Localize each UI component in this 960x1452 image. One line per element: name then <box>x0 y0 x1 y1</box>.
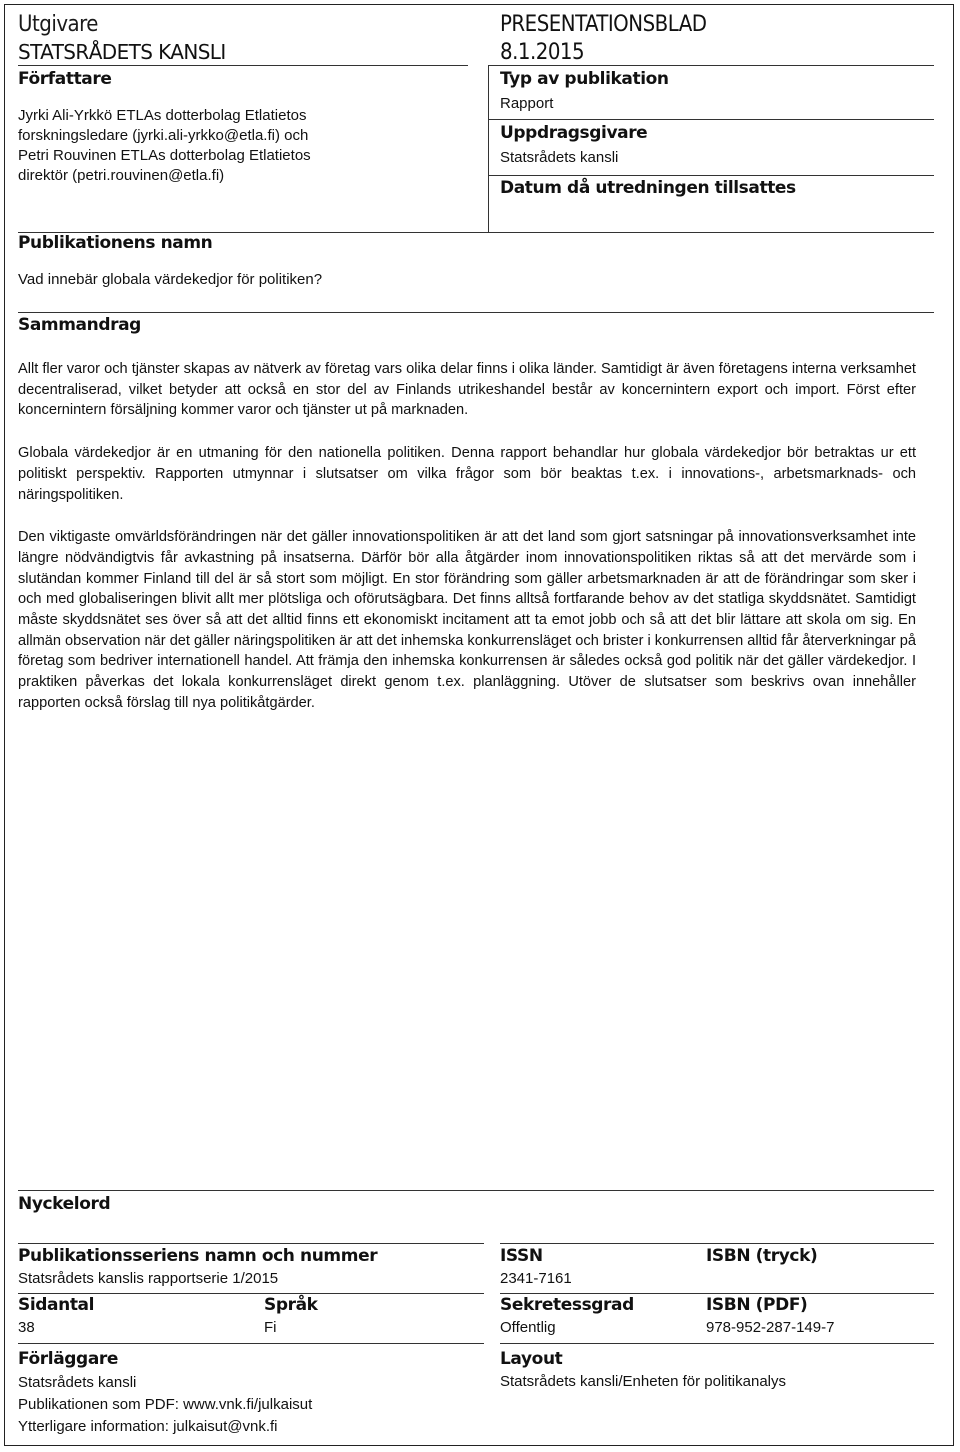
divider <box>488 119 934 120</box>
pubtype-label: Typ av publikation <box>500 69 669 89</box>
publisher-label: Utgivare <box>18 12 98 37</box>
commissioner-value: Statsrådets kansli <box>500 149 619 166</box>
doc-date: 8.1.2015 <box>500 40 585 65</box>
summary-body <box>18 359 916 714</box>
issn-label: ISSN <box>500 1246 543 1266</box>
language-value: Fi <box>264 1319 277 1336</box>
pages-label: Sidantal <box>18 1295 95 1315</box>
publisher-line: Publikationen som PDF: www.vnk.fi/julkaisut <box>18 1396 313 1413</box>
pages-value: 38 <box>18 1319 35 1336</box>
isbn-pdf-value: 978-952-287-149-7 <box>706 1319 835 1336</box>
divider <box>18 1190 934 1191</box>
layout-label: Layout <box>500 1349 563 1369</box>
divider <box>18 312 934 313</box>
author-line: direktör (petri.rouvinen@etla.fi) <box>18 167 225 184</box>
publisher-section-label: Förläggare <box>18 1349 119 1369</box>
publisher-section-lines <box>18 1372 312 1438</box>
divider <box>488 65 934 66</box>
language-label: Språk <box>264 1295 318 1315</box>
divider <box>18 1293 484 1294</box>
summary-paragraph: Allt fler varor och tjänster skapas av nätverk av företag vars olika delar finns i olika länder. Samtidigt är även företagens interna verksamhet decentraliserad, vilket betyder att också en stor del av Finlands utrikeshandel består av koncernintern export och import. Först efter koncernintern försäljning kommer varor och tjänster ut på marknaden. <box>18 361 916 419</box>
isbn-pdf-label: ISBN (PDF) <box>706 1295 808 1315</box>
divider <box>18 65 468 66</box>
pubtype-value: Rapport <box>500 95 554 112</box>
author-line: Petri Rouvinen ETLAs dotterbolag Etlatietos <box>18 147 311 164</box>
layout-value: Statsrådets kansli/Enheten för politikanalys <box>500 1373 786 1390</box>
divider <box>18 1243 484 1244</box>
series-value: Statsrådets kanslis rapportserie 1/2015 <box>18 1270 279 1287</box>
authors-label: Författare <box>18 69 112 89</box>
doc-type: PRESENTATIONSBLAD <box>500 12 707 37</box>
commissioner-label: Uppdragsgivare <box>500 123 648 143</box>
page-frame <box>4 4 954 1446</box>
keywords-label: Nyckelord <box>18 1194 111 1214</box>
series-label: Publikationsseriens namn och nummer <box>18 1246 378 1266</box>
confidentiality-label: Sekretessgrad <box>500 1295 634 1315</box>
divider <box>18 1343 484 1344</box>
divider-vertical <box>488 65 489 232</box>
isbn-print-label: ISBN (tryck) <box>706 1246 818 1266</box>
divider <box>500 1343 934 1344</box>
publisher-name: STATSRÅDETS KANSLI <box>18 40 226 64</box>
issn-value: 2341-7161 <box>500 1270 572 1287</box>
appointed-label: Datum då utredningen tillsattes <box>500 178 796 198</box>
confidentiality-value: Offentlig <box>500 1319 556 1336</box>
divider <box>500 1293 934 1294</box>
summary-paragraph: Globala värdekedjor är en utmaning för den nationella politiken. Denna rapport behandlar hur globala värdekedjor bör betraktas ur ett politiskt perspektiv. Rapporten utmynnar i slutsatser om vilka frågor som bör beaktas t.ex. i innovations-, arbetsmarknads- och näringspolitiken. <box>18 445 916 503</box>
publication-name-value: Vad innebär globala värdekedjor för politiken? <box>18 271 323 288</box>
authors-list <box>18 106 478 186</box>
publisher-line: Ytterligare information: julkaisut@vnk.fi <box>18 1418 278 1435</box>
divider <box>500 1243 934 1244</box>
author-line: forskningsledare (jyrki.ali-yrkko@etla.fi) och <box>18 127 309 144</box>
summary-label: Sammandrag <box>18 315 141 335</box>
publisher-line: Statsrådets kansli <box>18 1374 137 1391</box>
publication-name-label: Publikationens namn <box>18 233 213 253</box>
author-line: Jyrki Ali-Yrkkö ETLAs dotterbolag Etlatietos <box>18 107 307 124</box>
divider <box>488 175 934 176</box>
summary-paragraph: Den viktigaste omvärldsförändringen när det gäller innovationspolitiken är att det land som gjort satsningar på innovationsverksamhet inte längre nödvändigtvis får avkastning på insatserna. Därför bör alla åtgärder inom innovationspolitiken riktas så att det mervärde som i slutändan kommer Finland till del är så stort som möjligt. En stor förändring som gäller arbetsmarknaden är att de förändringar som sker i och med globaliseringen blivit allt mer plötsliga och oförutsägbara. Det finns alltså fortfarande behov av det statliga skyddsnätet. Samtidigt måste skyddsnätet ses över så att det alltid finns ett ekonomiskt incitament att ta emot jobb och så att det blir lättare att skola om sig. En allmän observation när det gäller näringspolitiken är att det inhemska konkurrensläget och brister i konkurrensen alltid får återverkningar på företag som bedriver internationell handel. Att främja den inhemska konkurrensen är således också god politik när det gäller värdekedjor. I praktiken påverkas det lokala konkurrensläget direkt genom t.ex. planläggning. Utöver de slutsatser som beskrivs ovan innehåller rapporten också förslag till nya politikåtgärder. <box>18 529 916 711</box>
